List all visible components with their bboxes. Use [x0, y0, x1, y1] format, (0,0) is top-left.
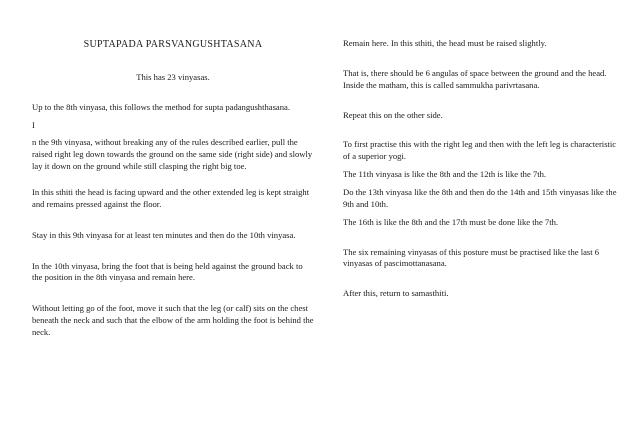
page-title: SUPTAPADA PARSVANGUSHTASANA — [83, 39, 263, 50]
right-column — [343, 38, 625, 300]
paragraph-tenth-vinyasa: In the 10th vinyasa, bring the foot that is being held against the ground back to the position in the 8th vinyasa and remain here. — [32, 260, 303, 283]
paragraph-angulas: That is, there should be 6 angulas of space between the ground and the head. Inside the matham, this is called sammukha parivrtasana. — [343, 67, 607, 90]
paragraph-11th-vinyasa: The 11th vinyasa is like the 8th and the 12th is like the 7th. — [343, 169, 547, 180]
paragraph-stay: Stay in this 9th vinyasa for at least ten minutes and then do the 10th vinyasa. — [32, 229, 296, 240]
paragraph-remain: Remain here. In this sthiti, the head must be raised slightly. — [343, 38, 547, 48]
paragraph-foot: Without letting go of the foot, move it such that the leg (or calf) sits on the chest beneath the neck and such that the elbow of the arm holding the foot is behind the neck. — [32, 303, 314, 337]
paragraph-sthiti: In this sthiti the head is facing upward and the other extended leg is kept straight and remains pressed against the floor. — [32, 186, 310, 209]
left-column — [32, 38, 314, 339]
paragraph-ninth-vinyasa: n the 9th vinyasa, without breaking any of the rules described earlier, pull the raised right leg down towards the ground on the same side (right side) and slowly lay it down on the ground while still clasping the right big toe. — [32, 137, 313, 172]
paragraph-intro: Up to the 8th vinyasa, this follows the method for supta padangushthasana. — [32, 101, 291, 112]
vinyasa-count: This has 23 vinyasas. — [136, 71, 210, 82]
paragraph-superior-yogi: To first practise this with the right leg and then with the left leg is characteristic of a superior yogi. — [343, 139, 617, 162]
paragraph-16th-vinyasa: The 16th is like the 8th and the 17th must be done like the 7th. — [343, 216, 559, 227]
drop-initial: I — [32, 119, 35, 130]
paragraph-13th-vinyasa: Do the 13th vinyasa like the 8th and then do the 14th and 15th vinyasas like the 9th and 10th. — [343, 187, 617, 209]
paragraph-remaining-vinyasas: The six remaining vinyasas of this posture must be practised like the last 6 vinyasas of pascimottanasana. — [343, 246, 600, 269]
paragraph-repeat: Repeat this on the other side. — [343, 109, 443, 120]
paragraph-samasthiti: After this, return to samasthiti. — [343, 288, 449, 299]
